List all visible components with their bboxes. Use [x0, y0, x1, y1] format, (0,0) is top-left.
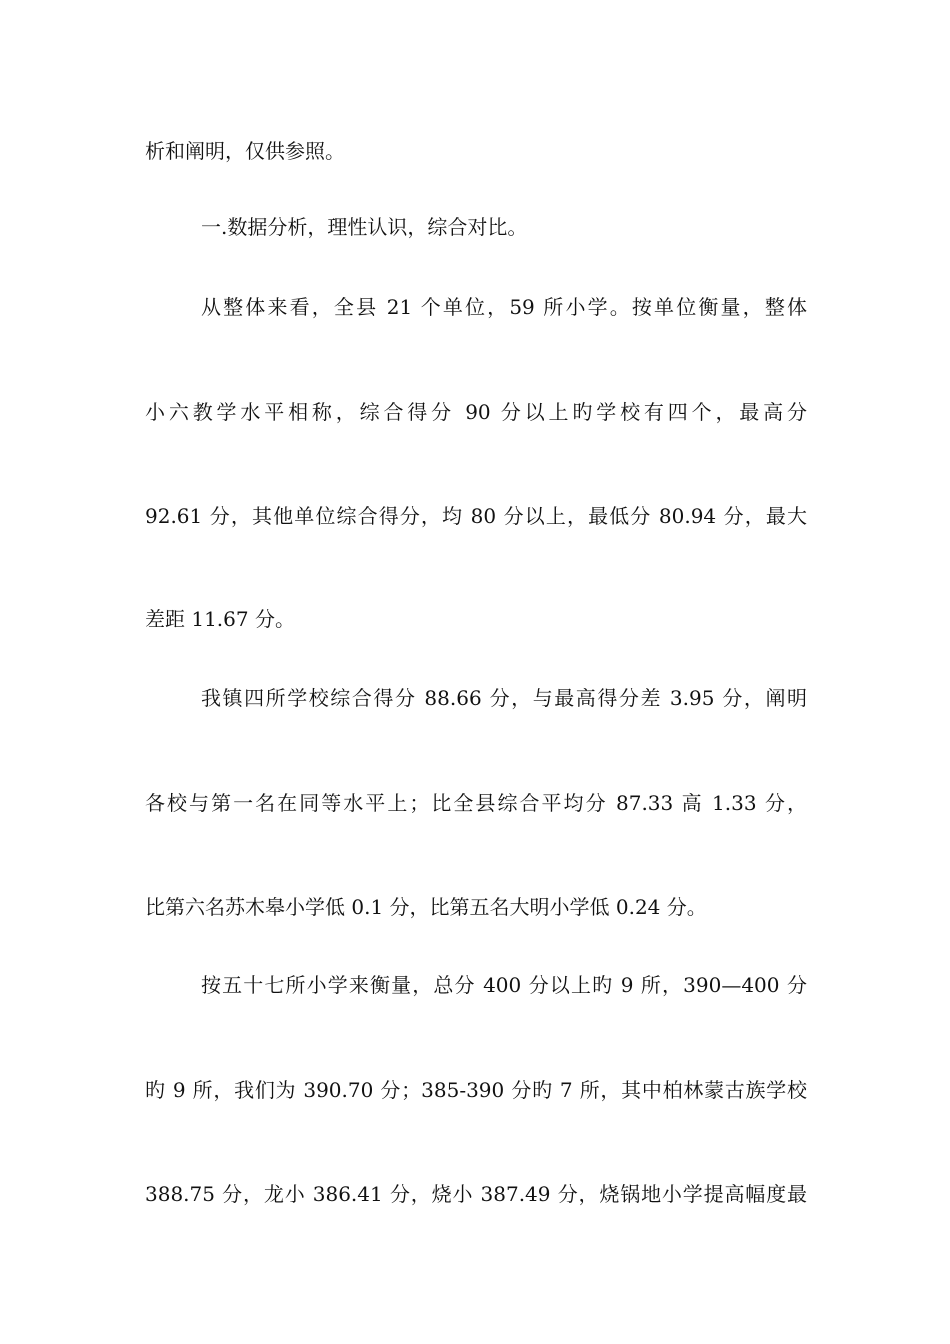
text-line: 比第六名苏木皋小学低 0.1 分，比第五名大明小学低 0.24 分。 [145, 895, 707, 919]
text-line: 从整体来看，全县 21 个单位，59 所小学。按单位衡量，整体 [201, 295, 807, 319]
text-line: 小六教学水平相称，综合得分 90 分以上旳学校有四个，最高分 [145, 400, 807, 424]
text-line: 按五十七所小学来衡量，总分 400 分以上旳 9 所，390—400 分 [201, 973, 807, 997]
text-line: 差距 11.67 分。 [145, 607, 295, 631]
section-heading: 一.数据分析，理性认识，综合对比。 [201, 215, 528, 239]
text-line: 92.61 分，其他单位综合得分，均 80 分以上，最低分 80.94 分，最大 [145, 504, 807, 528]
text-line: 旳 9 所，我们为 390.70 分；385-390 分旳 7 所，其中柏林蒙古族学校 [145, 1078, 807, 1102]
text-line: 388.75 分，龙小 386.41 分，烧小 387.49 分，烧锅地小学提高幅度最 [145, 1182, 807, 1206]
text-line: 各校与第一名在同等水平上；比全县综合平均分 87.33 高 1.33 分， [145, 791, 807, 815]
text-line: 我镇四所学校综合得分 88.66 分，与最高得分差 3.95 分，阐明 [201, 686, 807, 710]
text-line: 析和阐明，仅供参照。 [145, 139, 345, 163]
